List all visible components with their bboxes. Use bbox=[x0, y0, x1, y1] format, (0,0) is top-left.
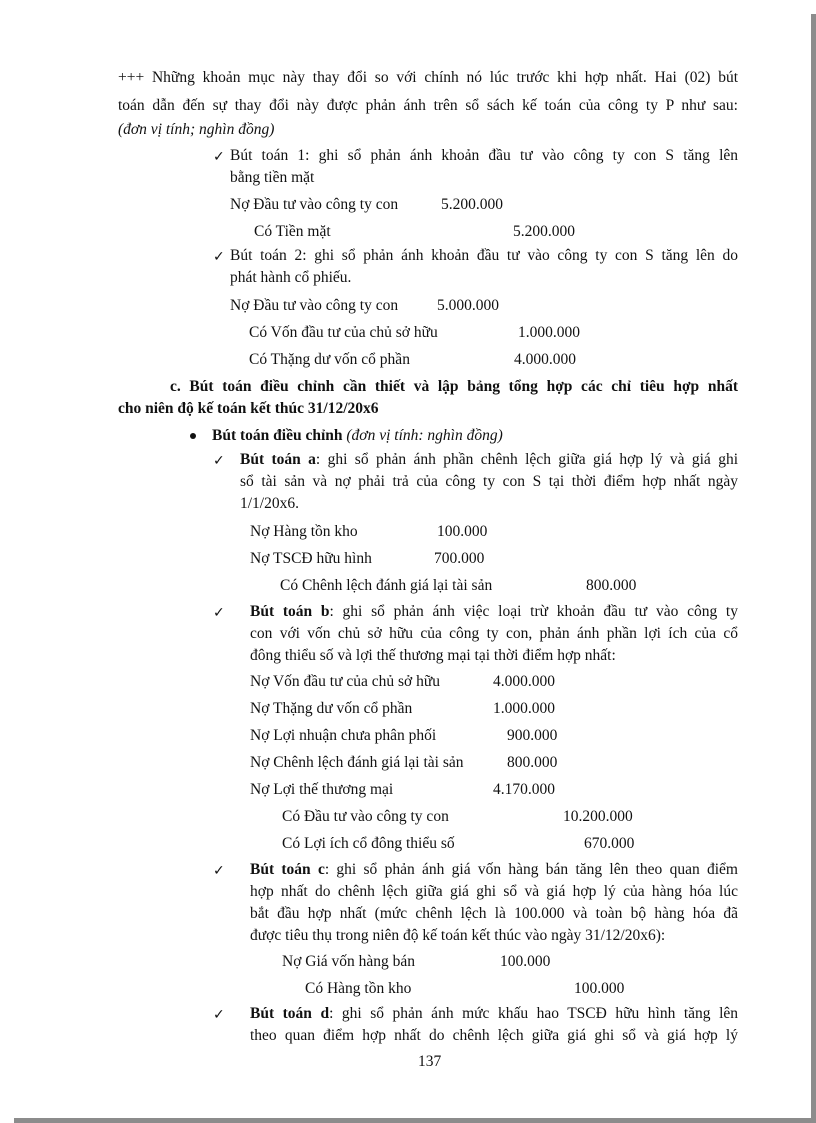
checkmark-icon: ✓ bbox=[213, 453, 225, 469]
entry-a-credit-amount: 800.000 bbox=[586, 577, 637, 594]
entry-b-row-label: Nợ Thặng dư vốn cổ phần bbox=[250, 700, 413, 717]
entry-a-line-3: 1/1/20x6. bbox=[240, 495, 299, 512]
entry-b-row-amount: 900.000 bbox=[507, 727, 558, 744]
entry2-line-2: phát hành cổ phiếu. bbox=[230, 269, 352, 286]
adjustments-unit: (đơn vị tính: nghìn đồng) bbox=[346, 427, 503, 444]
intro-line-2: toán dẫn đến sự thay đổi này được phản ánh trên sổ sách kế toán của công ty P như sau: bbox=[118, 97, 738, 114]
checkmark-icon: ✓ bbox=[213, 149, 225, 165]
entry2-credit2-label: Có Thặng dư vốn cổ phần bbox=[249, 351, 410, 368]
page-number: 137 bbox=[418, 1053, 442, 1070]
entry-a-row-amount: 100.000 bbox=[437, 523, 488, 540]
entry-b-credit1-label: Có Đầu tư vào công ty con bbox=[282, 808, 449, 825]
entry-b-credit2-amount: 670.000 bbox=[584, 835, 635, 852]
page-shadow-right bbox=[811, 14, 816, 1123]
entry2-debit-label: Nợ Đầu tư vào công ty con bbox=[230, 297, 399, 314]
entry2-credit1-amount: 1.000.000 bbox=[518, 324, 580, 341]
entry-c-line-4: được tiêu thụ trong niên độ kế toán kết thúc vào ngày 31/12/20x6): bbox=[250, 927, 666, 944]
entry1-credit-amount: 5.200.000 bbox=[513, 223, 575, 240]
entry-a-row-label: Nợ Hàng tồn kho bbox=[250, 523, 358, 540]
entry-b-row-label: Nợ Vốn đầu tư của chủ sở hữu bbox=[250, 673, 441, 690]
entry-b-credit1-amount: 10.200.000 bbox=[563, 808, 633, 825]
entry-b-row-amount: 4.000.000 bbox=[493, 673, 555, 690]
checkmark-icon: ✓ bbox=[213, 863, 225, 879]
checkmark-icon: ✓ bbox=[213, 605, 225, 621]
entry-b-row-amount: 1.000.000 bbox=[493, 700, 555, 717]
entry-c-credit-amount: 100.000 bbox=[574, 980, 625, 997]
page-shadow-bottom bbox=[14, 1118, 816, 1123]
entry-b-line-3: đông thiểu số và lợi thế thương mại tại thời điểm hợp nhất: bbox=[250, 647, 616, 664]
entry-a-row-amount: 700.000 bbox=[434, 550, 485, 567]
adjustments-title: Bút toán điều chỉnh bbox=[212, 427, 343, 444]
entry1-credit-label: Có Tiền mặt bbox=[254, 223, 331, 240]
entry-b-line-1: Bút toán b: ghi sổ phản ánh việc loại trừ khoản đầu tư vào công ty bbox=[250, 603, 738, 620]
intro-unit: (đơn vị tính; nghìn đồng) bbox=[118, 121, 275, 138]
entry1-debit-amount: 5.200.000 bbox=[441, 196, 503, 213]
entry2-credit2-amount: 4.000.000 bbox=[514, 351, 576, 368]
intro-line-1: +++ Những khoản mục này thay đổi so với chính nó lúc trước khi hợp nhất. Hai (02) bút bbox=[118, 69, 738, 86]
entry-c-debit-amount: 100.000 bbox=[500, 953, 551, 970]
entry-a-line-1: Bút toán a: ghi sổ phản ánh phần chênh lệch giữa giá hợp lý và giá ghi bbox=[240, 451, 738, 468]
entry-b-line-2: con với vốn chủ sở hữu của công ty con, phản ánh phần lợi ích của cổ bbox=[250, 625, 738, 642]
entry-d-line-2: theo quan điểm hợp nhất do chênh lệch giữa giá ghi sổ và giá hợp lý bbox=[250, 1027, 738, 1044]
entry-a-row-label: Nợ TSCĐ hữu hình bbox=[250, 550, 372, 567]
checkmark-icon: ✓ bbox=[213, 1007, 225, 1023]
entry1-debit-label: Nợ Đầu tư vào công ty con bbox=[230, 196, 399, 213]
entry-b-row-label: Nợ Chênh lệch đánh giá lại tài sản bbox=[250, 754, 464, 771]
entry-b-row-label: Nợ Lợi thế thương mại bbox=[250, 781, 394, 798]
entry-b-row-amount: 4.170.000 bbox=[493, 781, 555, 798]
entry2-line-1: Bút toán 2: ghi sổ phản ánh khoản đầu tư vào công ty con S tăng lên do bbox=[230, 247, 738, 264]
entry-c-line-2: hợp nhất do chênh lệch giữa giá ghi sổ và giá hợp lý của hàng hóa lúc bbox=[250, 883, 738, 900]
entry-c-debit-label: Nợ Giá vốn hàng bán bbox=[282, 953, 416, 970]
entry-d-line-1: Bút toán d: ghi sổ phản ánh mức khấu hao TSCĐ hữu hình tăng lên bbox=[250, 1005, 739, 1022]
entry-c-credit-label: Có Hàng tồn kho bbox=[305, 980, 412, 997]
checkmark-icon: ✓ bbox=[213, 249, 225, 265]
section-c-heading-line-2: cho niên độ kế toán kết thúc 31/12/20x6 bbox=[118, 400, 379, 417]
entry-b-credit2-label: Có Lợi ích cổ đông thiểu số bbox=[282, 835, 455, 852]
section-c-heading-line-1: c. Bút toán điều chỉnh cần thiết và lập bảng tổng hợp các chỉ tiêu hợp nhất bbox=[170, 378, 738, 395]
entry2-debit-amount: 5.000.000 bbox=[437, 297, 499, 314]
entry-c-line-1: Bút toán c: ghi sổ phản ánh giá vốn hàng bán tăng lên theo quan điểm bbox=[250, 861, 738, 878]
entry1-line-2: bằng tiền mặt bbox=[230, 169, 315, 186]
entry1-line-1: Bút toán 1: ghi sổ phản ánh khoản đầu tư vào công ty con S tăng lên bbox=[230, 147, 738, 164]
entry-b-row-amount: 800.000 bbox=[507, 754, 558, 771]
entry-b-row-label: Nợ Lợi nhuận chưa phân phối bbox=[250, 727, 437, 744]
bullet-icon bbox=[190, 433, 196, 439]
entry-a-line-2: sổ tài sản và nợ phải trả của công ty con S tại thời điểm hợp nhất ngày bbox=[240, 473, 738, 490]
entry-c-line-3: bắt đầu hợp nhất (mức chênh lệch là 100.000 và toàn bộ hàng hóa đã bbox=[250, 905, 738, 922]
adjustments-heading bbox=[212, 426, 503, 446]
entry2-credit1-label: Có Vốn đầu tư của chủ sở hữu bbox=[249, 324, 438, 341]
entry-a-credit-label: Có Chênh lệch đánh giá lại tài sản bbox=[280, 577, 493, 594]
